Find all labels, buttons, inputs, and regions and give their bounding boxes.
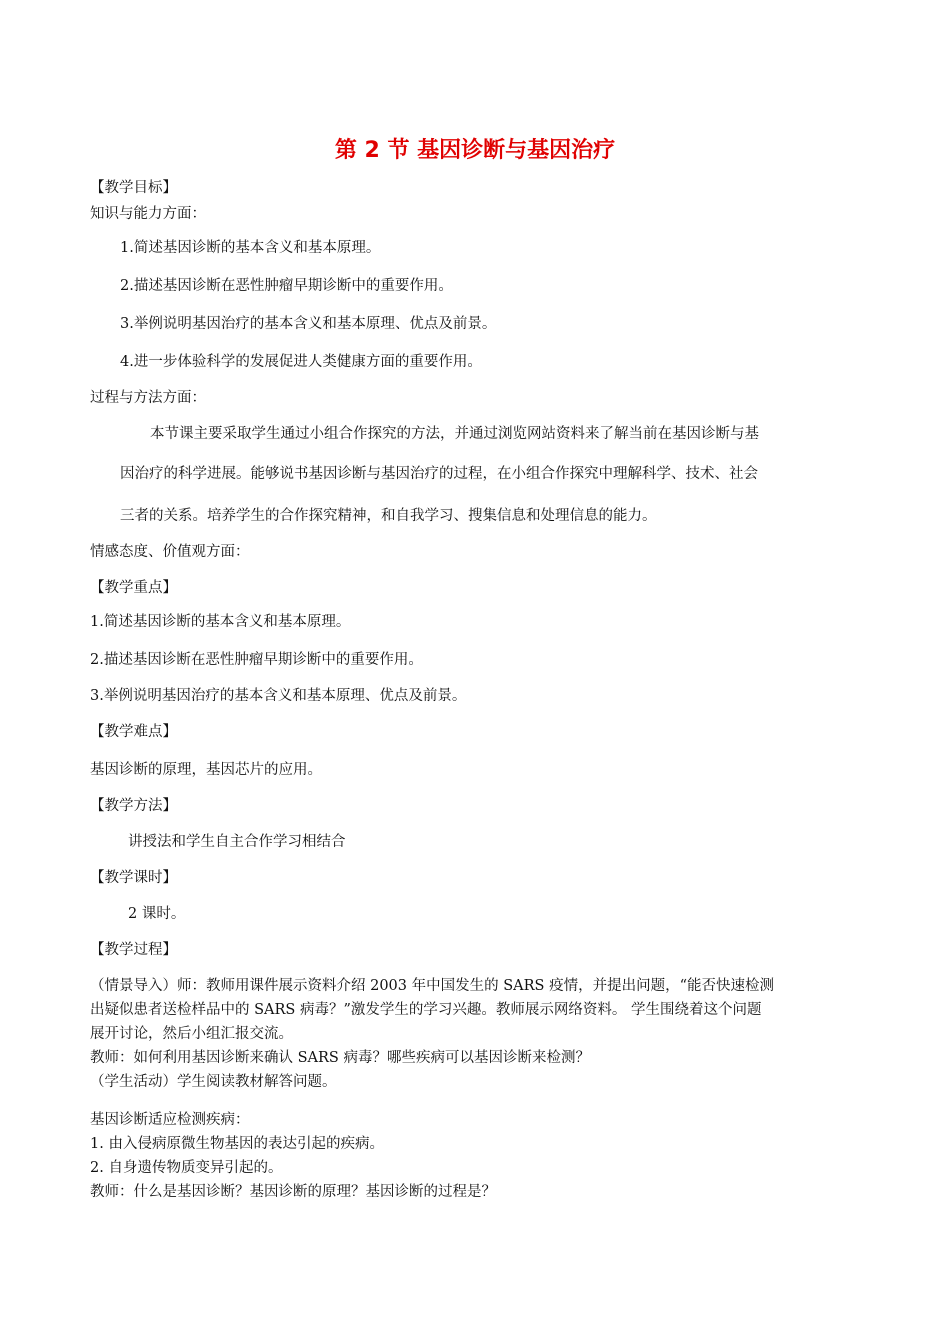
process-line: 三者的关系。培养学生的合作探究精神，和自我学习、搜集信息和处理信息的能力。 xyxy=(120,508,657,524)
teacher-question: 教师：如何利用基因诊断来确认 SARS 病毒？哪些疾病可以基因诊断来检测？ xyxy=(90,1050,590,1066)
knowledge-label: 知识与能力方面： xyxy=(90,206,206,222)
difficulty-heading: 【教学难点】 xyxy=(90,724,177,740)
disease-item: 2. 自身遗传物质变异引起的。 xyxy=(90,1160,283,1176)
key-item: 2.描述基因诊断在恶性肿瘤早期诊断中的重要作用。 xyxy=(90,652,423,668)
key-heading: 【教学重点】 xyxy=(90,580,177,596)
difficulty-text: 基因诊断的原理，基因芯片的应用。 xyxy=(90,762,322,778)
process-heading: 【教学过程】 xyxy=(90,942,177,958)
process-line: 因治疗的科学进展。能够说书基因诊断与基因治疗的过程，在小组合作探究中理解科学、技术、社会 xyxy=(120,466,758,482)
hours-text: 2 课时。 xyxy=(128,906,186,922)
knowledge-item: 2.描述基因诊断在恶性肿瘤早期诊断中的重要作用。 xyxy=(120,278,453,294)
knowledge-item: 3.举例说明基因治疗的基本含义和基本原理、优点及前景。 xyxy=(120,316,497,332)
method-heading: 【教学方法】 xyxy=(90,798,177,814)
diseases-label: 基因诊断适应检测疾病： xyxy=(90,1112,250,1128)
key-item: 1.简述基因诊断的基本含义和基本原理。 xyxy=(90,614,351,630)
process-label: 过程与方法方面： xyxy=(90,390,206,406)
method-text: 讲授法和学生自主合作学习相结合 xyxy=(128,834,346,850)
document-title: 第 2 节 基因诊断与基因治疗 xyxy=(334,138,616,163)
knowledge-item: 4.进一步体验科学的发展促进人类健康方面的重要作用。 xyxy=(120,354,482,370)
process-line: 本节课主要采取学生通过小组合作探究的方法，并通过浏览网站资料来了解当前在基因诊断与基 xyxy=(150,426,759,442)
intro-line: 出疑似患者送检样品中的 SARS 病毒？”激发学生的学习兴趣。教师展示网络资料。 学生围绕着这个问题 xyxy=(90,1002,762,1018)
key-item: 3.举例说明基因治疗的基本含义和基本原理、优点及前景。 xyxy=(90,688,467,704)
disease-item: 1. 由入侵病原微生物基因的表达引起的疾病。 xyxy=(90,1136,384,1152)
student-activity: （学生活动）学生阅读教材解答问题。 xyxy=(90,1074,337,1090)
teacher-question: 教师：什么是基因诊断？基因诊断的原理？基因诊断的过程是？ xyxy=(90,1184,496,1200)
knowledge-item: 1.简述基因诊断的基本含义和基本原理。 xyxy=(120,240,381,256)
emotion-label: 情感态度、价值观方面： xyxy=(90,544,250,560)
hours-heading: 【教学课时】 xyxy=(90,870,177,886)
objectives-heading: 【教学目标】 xyxy=(90,180,177,196)
intro-line: 展开讨论，然后小组汇报交流。 xyxy=(90,1026,293,1042)
intro-line: （情景导入）师：教师用课件展示资料介绍 2003 年中国发生的 SARS 疫情，并提出问题，“能否快速检测 xyxy=(90,978,775,994)
